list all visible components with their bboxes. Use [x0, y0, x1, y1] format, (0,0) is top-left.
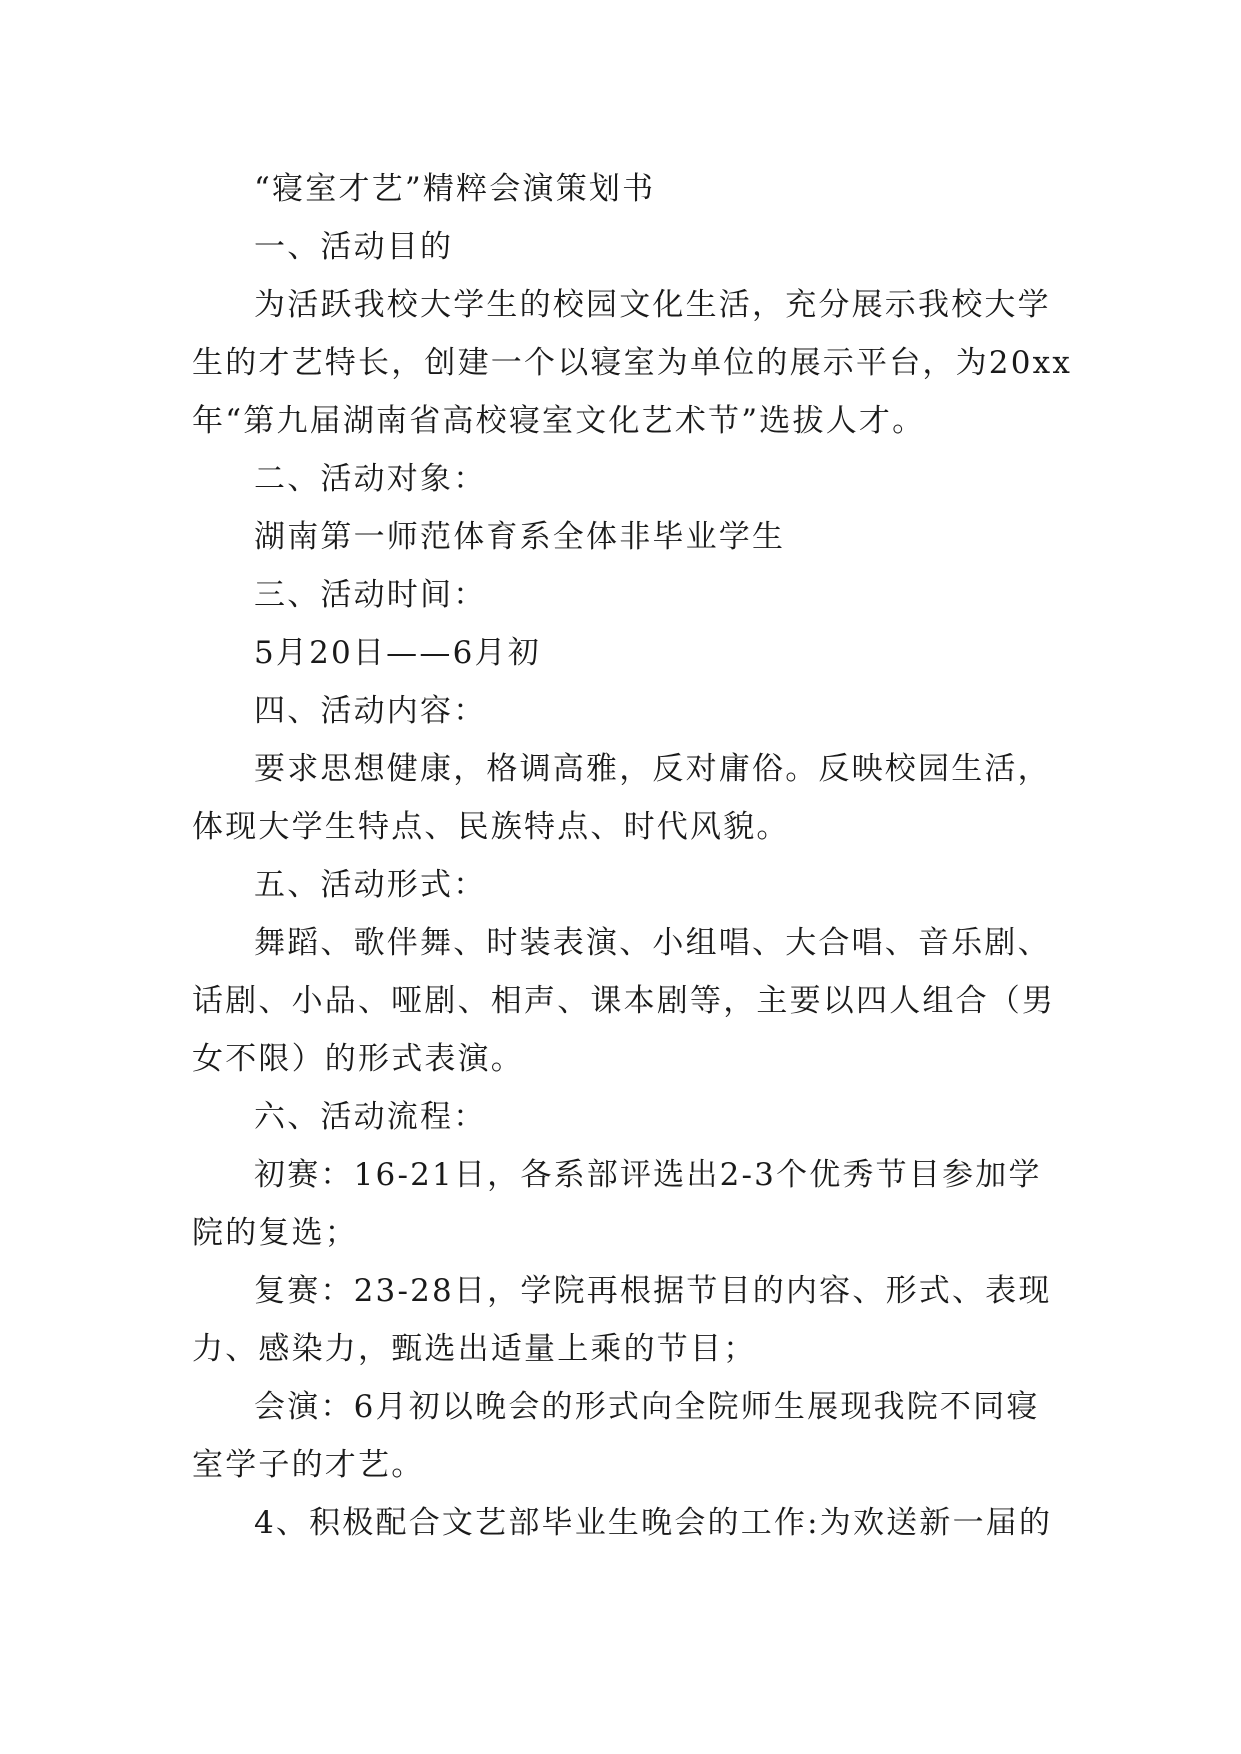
- paragraph-time: 5月20日——6月初: [254, 635, 541, 671]
- heading-time: 三、活动时间：: [254, 577, 487, 613]
- paragraph-format: 舞蹈、歌伴舞、时装表演、小组唱、大合唱、音乐剧、话剧、小品、哑剧、相声、课本剧等，主要以四人组合（男女不限）的形式表演。: [192, 925, 1056, 1077]
- paragraph-semifinal: 复赛：23-28日，学院再根据节目的内容、形式、表现力、感染力，甄选出适量上乘的节目；: [192, 1273, 1052, 1367]
- paragraph-preliminary: 初赛：16-21日，各系部评选出2-3个优秀节目参加学院的复选；: [192, 1157, 1042, 1251]
- paragraph-content: 要求思想健康，格调高雅，反对庸俗。反映校园生活，体现大学生特点、民族特点、时代风貌。: [192, 751, 1051, 845]
- heading-process: 六、活动流程：: [254, 1099, 487, 1135]
- heading-purpose: 一、活动目的: [254, 229, 454, 265]
- paragraph-audience: 湖南第一师范体育系全体非毕业学生: [254, 519, 786, 555]
- document-body: [192, 160, 1072, 1552]
- heading-audience: 二、活动对象：: [254, 461, 487, 497]
- heading-format: 五、活动形式：: [254, 867, 487, 903]
- paragraph-item-4: 4、积极配合文艺部毕业生晚会的工作:为欢送新一届的: [254, 1505, 1053, 1541]
- document-title: “寝室才艺”精粹会演策划书: [254, 171, 656, 207]
- paragraph-performance: 会演：6月初以晚会的形式向全院师生展现我院不同寝室学子的才艺。: [192, 1389, 1040, 1483]
- paragraph-purpose: 为活跃我校大学生的校园文化生活，充分展示我校大学生的才艺特长，创建一个以寝室为单位的展示平台，为20xx年“第九届湖南省高校寝室文化艺术节”选拔人才。: [192, 287, 1073, 439]
- heading-content: 四、活动内容：: [254, 693, 487, 729]
